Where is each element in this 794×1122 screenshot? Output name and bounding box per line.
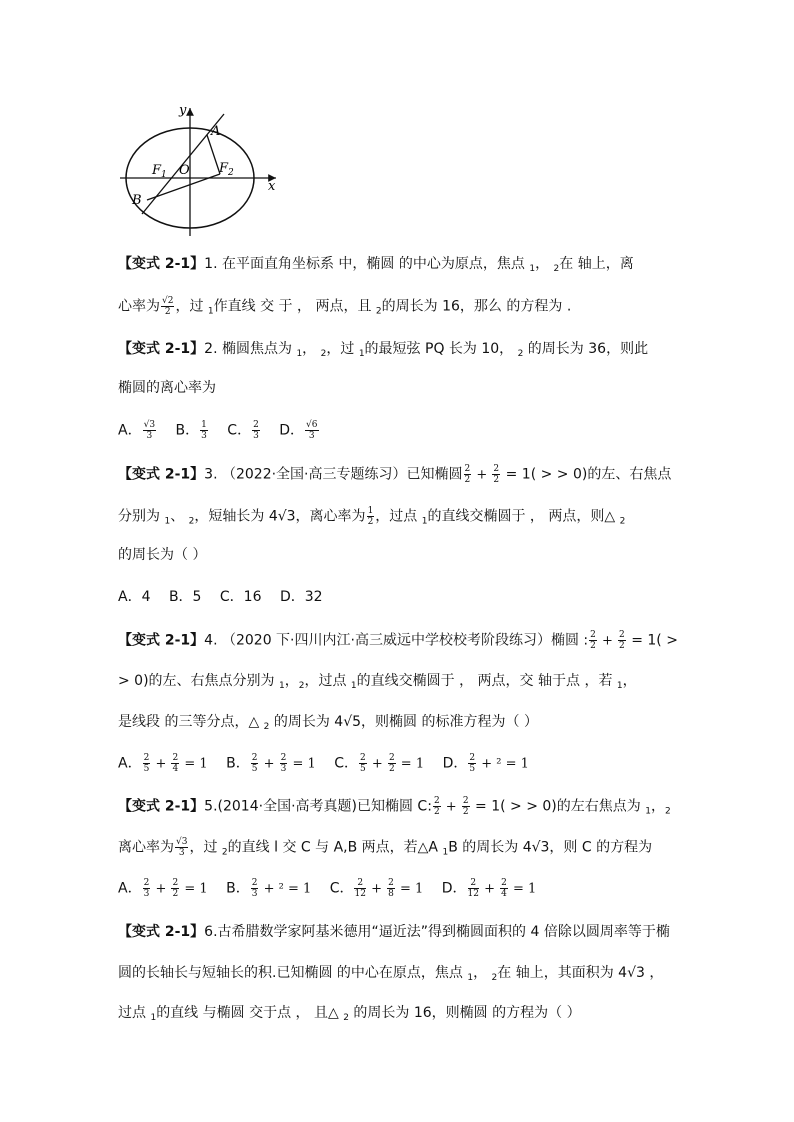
q3-tag: 【变式 2-1】 — [118, 466, 205, 483]
q3-options — [118, 587, 337, 607]
q5-line-2: 离心率为 $\frac{√3}{3}$ ，过 $_2$的直线 l 交 C 与 A,B 两点，若△A $_1$B 的周长为 4√3，则 C 的方程为 — [118, 837, 653, 858]
label-a: A — [211, 124, 221, 139]
q3-option-b[interactable]: B．5 — [168, 589, 202, 605]
q3-line-2: 分别为 $_1$、 $_2$，短轴长为 4√3，离心率为 $\frac{1}{2}$ ，过点 $_1$的直线交椭圆于 ， 两点，则△ $_2$ — [118, 506, 626, 527]
q2-option-c[interactable]: C． $\frac{2}{3}$ — [227, 420, 259, 441]
q5-line-1: 【变式 2-1】5.(2014·全国·高考真题)已知椭圆 C: $\frac{2}{2}$ + $\frac{2}{2}$ = 1( > > 0)的左右焦点为 $_1$，$_2$ — [118, 796, 671, 817]
q4-tag: 【变式 2-1】 — [118, 632, 205, 649]
q5-option-c[interactable]: C． $\frac{2}{12}$ + $\frac{2}{8}$ = 1 — [329, 878, 424, 899]
label-o: O — [179, 163, 190, 178]
q1-eccentricity-fraction: $\frac{√2}{2}$ — [162, 296, 174, 317]
ellipse-diagram — [116, 100, 286, 240]
ellipse-figure — [116, 100, 286, 240]
q4-line-3: 是线段 的三等分点，△ $_2$ 的周长为 4√5，则椭圆 的标准方程为（ ） — [118, 714, 538, 732]
label-b: B — [132, 193, 142, 208]
q4-line-2: > 0)的左、右焦点分别为 $_1$，$_2$，过点 $_1$的直线交椭圆于 ， 两点，交 轴于点 ，若 $_1$， — [118, 673, 637, 691]
q3-option-d[interactable]: D．32 — [279, 589, 323, 605]
q6-line-3: 过点 $_1$的直线 与椭圆 交于点 ， 且△ $_2$ 的周长为 16，则椭圆 的方程为（ ） — [118, 1005, 581, 1023]
label-f1: $F_1$ — [152, 163, 167, 180]
label-x: x — [268, 179, 276, 194]
q1-line-2: 心率为 $\frac{√2}{2}$ ，过 $_1$作直线 交 于 ， 两点，且 $_2$的周长为 16，那么 的方程为 . — [118, 296, 572, 317]
q4-option-c[interactable]: C． $\frac{2}{5}$ + $\frac{2}{2}$ = 1 — [334, 753, 425, 774]
q4-line-1: 【变式 2-1】4. （2020 下·四川内江·高三威远中学校校考阶段练习）椭圆 : $\frac{2}{2}$ + $\frac{2}{2}$ = 1( > — [118, 630, 678, 651]
q5-option-a[interactable]: A． $\frac{2}{3}$ + $\frac{2}{2}$ = 1 — [118, 878, 208, 899]
q4-option-d[interactable]: D． $\frac{2}{5}$ + ² = 1 — [442, 753, 529, 774]
q5-option-d[interactable]: D． $\frac{2}{12}$ + $\frac{2}{4}$ = 1 — [441, 878, 537, 899]
q5-option-b[interactable]: B． $\frac{2}{3}$ + ² = 1 — [226, 878, 312, 899]
q2-tag: 【变式 2-1】 — [118, 341, 205, 357]
q3-option-c[interactable]: C．16 — [219, 589, 262, 605]
q1-tag: 【变式 2-1】 — [118, 256, 205, 272]
q2-options — [118, 420, 334, 441]
q2-line-2: 椭圆的离心率为 — [118, 380, 216, 396]
q5-tag: 【变式 2-1】 — [118, 798, 205, 815]
label-y: y — [179, 103, 187, 118]
q4-option-a[interactable]: A． $\frac{2}{5}$ + $\frac{2}{4}$ = 1 — [118, 753, 208, 774]
q6-tag: 【变式 2-1】 — [118, 924, 205, 940]
q3-option-a[interactable]: A．4 — [118, 589, 151, 605]
q1-line-1: 【变式 2-1】1. 在平面直角坐标系 中，椭圆 的中心为原点，焦点 $_1$， $_2$在 轴上，离 — [118, 256, 634, 274]
q3-line-3: 的周长为（ ） — [118, 547, 207, 563]
q2-option-b[interactable]: B． $\frac{1}{3}$ — [175, 420, 207, 441]
q4-option-b[interactable]: B． $\frac{2}{5}$ + $\frac{2}{3}$ = 1 — [226, 753, 316, 774]
q5-options — [118, 878, 550, 900]
q6-line-1: 【变式 2-1】6.古希腊数学家阿基米德用“逼近法”得到椭圆面积的 4 倍除以圆周率等于椭 — [118, 924, 670, 940]
q3-line-1: 【变式 2-1】3. （2022·全国·高三专题练习）已知椭圆 $\frac{2}{2}$ + $\frac{2}{2}$ = 1( > > 0)的左、右焦点 — [118, 464, 672, 485]
q2-option-d[interactable]: D． $\frac{√6}{3}$ — [279, 420, 318, 441]
q6-line-2: 圆的长轴长与短轴长的积.已知椭圆 的中心在原点，焦点 $_1$， $_2$在 轴上，其面积为 4√3 ， — [118, 965, 664, 983]
q2-option-a[interactable]: A． $\frac{√3}{3}$ — [118, 420, 156, 441]
q4-options — [118, 753, 543, 775]
label-f2: $F_2$ — [219, 161, 234, 178]
q2-line-1: 【变式 2-1】2. 椭圆焦点为 $_1$， $_2$，过 $_1$的最短弦 PQ 长为 10， $_2$ 的周长为 36，则此 — [118, 341, 649, 359]
